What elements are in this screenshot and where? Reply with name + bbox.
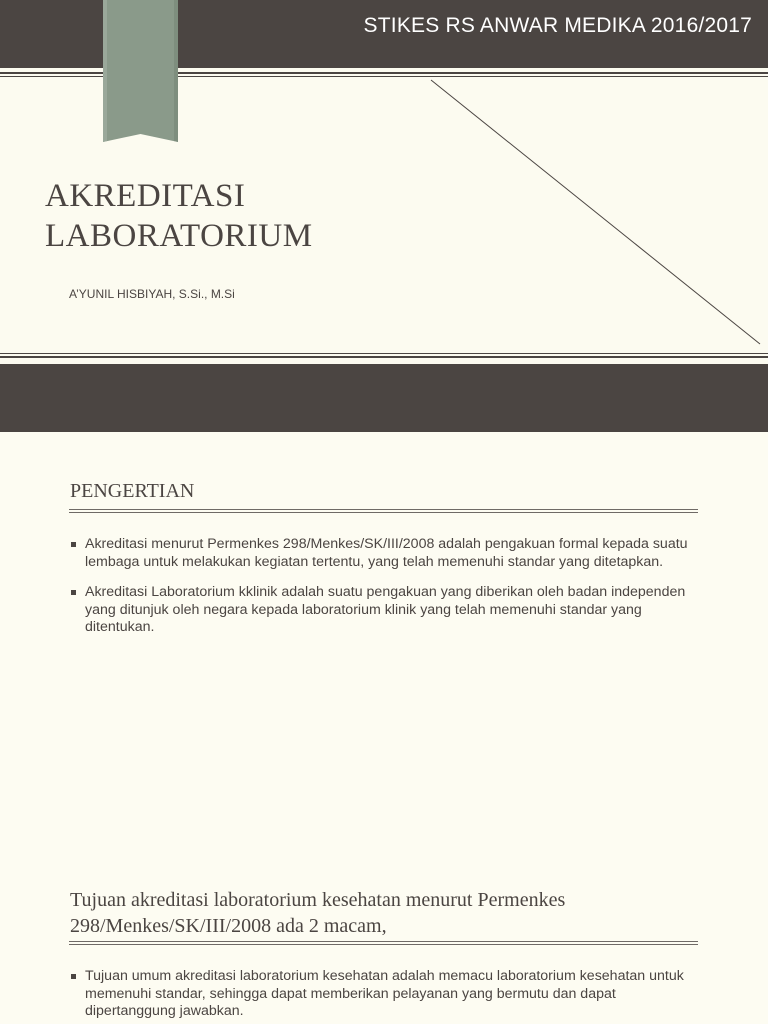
cover-slide [0,0,768,432]
section-heading-line-2: 298/Menkes/SK/III/2008 ada 2 macam, [70,915,387,937]
content-slide [0,432,768,1024]
bullet-text: Akreditasi Laboratorium kklinik adalah suatu pengakuan yang diberikan oleh badan independen yang ditunjuk oleh negara kepada laboratorium klinik yang telah memenuhi standar yang ditentukan. [85,584,686,635]
bookmark-ribbon [103,0,178,142]
heading-rule [69,941,698,945]
bullet-square-icon [71,974,76,979]
author-name: A’YUNIL HISBIYAH, S.Si., M.Si [69,287,235,301]
bullet-text: Tujuan umum akreditasi laboratorium kesehatan adalah memacu laboratorium kesehatan untuk memenuhi standar, sehingga dapat memberikan pelayanan yang bermutu dan dapat dipertanggung jawabkan. [85,968,684,1019]
bullet-list-tujuan [70,968,700,1021]
heading-rule [69,509,698,513]
bullet-square-icon [71,590,76,595]
list-item [70,968,700,1021]
list-item [70,584,700,637]
bottom-divider-thin [0,353,768,354]
bullet-square-icon [71,542,76,547]
institution-header: STIKES RS ANWAR MEDIKA 2016/2017 [363,14,752,37]
section-heading-pengertian [70,478,194,504]
section-heading-tujuan [70,887,565,939]
title-line-1: AKREDITASI [45,178,246,214]
title-line-2: LABORATORIUM [45,218,313,254]
presentation-title [45,176,313,256]
bullet-list-pengertian [70,536,700,637]
footer-band [0,364,768,432]
list-item [70,536,700,571]
bottom-divider [0,356,768,358]
section-heading-text: PENGERTIAN [70,480,195,502]
bullet-text: Akreditasi menurut Permenkes 298/Menkes/SK/III/2008 adalah pengakuan formal kepada suatu lembaga untuk melakukan kegiatan tertentu, yang telah memenuhi standar yang ditetapkan. [85,536,688,570]
section-heading-line-1: Tujuan akreditasi laboratorium kesehatan menurut Permenkes [70,889,566,911]
